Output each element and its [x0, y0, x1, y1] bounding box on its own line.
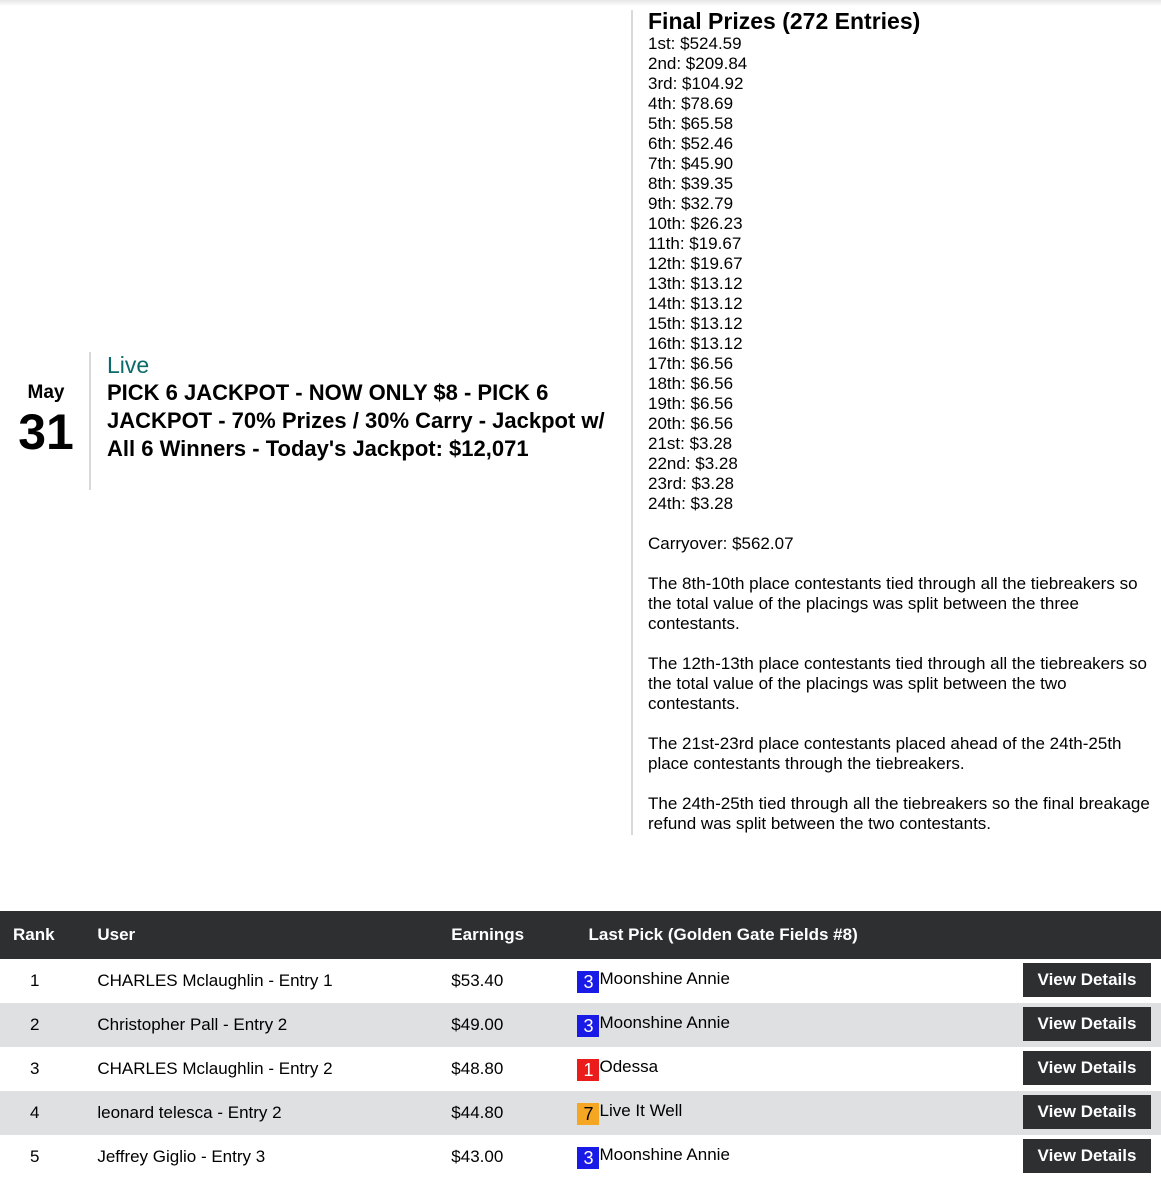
- prize-list: [648, 34, 1158, 514]
- horse-name: Moonshine Annie: [599, 969, 730, 988]
- post-position-badge: 7: [577, 1103, 599, 1125]
- horse-name: Moonshine Annie: [599, 1145, 730, 1164]
- prize-item: 21st: $3.28: [648, 434, 733, 453]
- post-position-badge: 1: [577, 1059, 599, 1081]
- view-details-button[interactable]: View Details: [1023, 963, 1151, 997]
- horse-name: Moonshine Annie: [599, 1013, 730, 1032]
- prize-item: 17th: $6.56: [648, 354, 734, 373]
- tie-note: The 8th-10th place contestants tied through all the tiebreakers so the total value of the placings was split between the three contestants.: [648, 574, 1138, 633]
- table-row: [0, 1047, 1161, 1091]
- actions-cell: [1023, 1091, 1161, 1135]
- rank-cell: 2: [0, 1003, 97, 1047]
- last-pick-cell: [576, 1047, 1023, 1091]
- final-prizes-panel: [648, 8, 1158, 834]
- view-details-button[interactable]: View Details: [1023, 1095, 1151, 1129]
- leaderboard-table: [0, 911, 1161, 1179]
- earnings-cell: $44.80: [451, 1091, 576, 1135]
- prize-item: 16th: $13.12: [648, 334, 743, 353]
- prize-item: 2nd: $209.84: [648, 54, 748, 73]
- leaderboard-body: [0, 959, 1161, 1179]
- prize-item: 14th: $13.12: [648, 294, 743, 313]
- last-pick-cell: [576, 1003, 1023, 1047]
- user-cell: leonard telesca - Entry 2: [97, 1091, 451, 1135]
- post-position-badge: 3: [577, 1147, 599, 1169]
- horse-name: Odessa: [599, 1057, 659, 1076]
- column-header-user[interactable]: User: [97, 911, 451, 959]
- table-row: [0, 1091, 1161, 1135]
- tie-note: The 12th-13th place contestants tied through all the tiebreakers so the total value of the placings was split between the two contestants.: [648, 654, 1147, 713]
- prize-item: 4th: $78.69: [648, 94, 734, 113]
- prize-item: 12th: $19.67: [648, 254, 743, 273]
- prize-item: 22nd: $3.28: [648, 454, 738, 473]
- actions-cell: [1023, 1135, 1161, 1179]
- user-cell: Jeffrey Giglio - Entry 3: [97, 1147, 266, 1166]
- horse-name: Live It Well: [599, 1101, 683, 1120]
- prize-item: 8th: $39.35: [648, 174, 734, 193]
- prize-item: 19th: $6.56: [648, 394, 734, 413]
- table-row: [0, 1135, 1161, 1179]
- last-pick-cell: [576, 959, 1023, 1003]
- user-cell: CHARLES Mclaughlin - Entry 1: [97, 971, 333, 990]
- rank-cell: 5: [29, 1147, 40, 1166]
- earnings-cell: $48.80: [451, 1059, 504, 1078]
- carryover-text: Carryover: $562.07: [648, 534, 794, 553]
- column-header-earnings[interactable]: Earnings: [451, 911, 576, 959]
- table-header-row: [0, 911, 1161, 959]
- divider: [89, 352, 91, 490]
- last-pick-cell: [576, 1091, 1023, 1135]
- event-month: May: [27, 382, 65, 403]
- prize-item: 13th: $13.12: [648, 274, 743, 293]
- earnings-cell: $49.00: [451, 1003, 576, 1047]
- prizes-heading: Final Prizes (272 Entries): [648, 8, 921, 34]
- prize-item: 18th: $6.56: [648, 374, 734, 393]
- last-pick-cell: [576, 1135, 1023, 1179]
- actions-cell: [1023, 959, 1161, 1003]
- tie-note: The 21st-23rd place contestants placed ahead of the 24th-25th place contestants through the tiebreakers.: [648, 734, 1122, 773]
- column-header-last-pick[interactable]: Last Pick (Golden Gate Fields #8): [576, 911, 1023, 959]
- prize-item: 23rd: $3.28: [648, 474, 735, 493]
- actions-cell: [1023, 1003, 1161, 1047]
- prize-item: 6th: $52.46: [648, 134, 734, 153]
- prize-item: 20th: $6.56: [648, 414, 734, 433]
- post-position-badge: 3: [577, 1015, 599, 1037]
- prize-item: 3rd: $104.92: [648, 74, 744, 93]
- contest-info: [107, 352, 617, 463]
- earnings-cell: $53.40: [451, 971, 504, 990]
- view-details-button[interactable]: View Details: [1023, 1051, 1151, 1085]
- user-cell: CHARLES Mclaughlin - Entry 2: [97, 1059, 333, 1078]
- contest-title: PICK 6 JACKPOT - NOW ONLY $8 - PICK 6 JACKPOT - 70% Prizes / 30% Carry - Jackpot w/ All 6 Winners - Today's Jackpot: $12,071: [107, 380, 605, 461]
- top-shadow: [0, 0, 1161, 6]
- table-row: [0, 1003, 1161, 1047]
- tie-note: The 24th-25th tied through all the tiebreakers so the final breakage refund was split between the two contestants.: [648, 794, 1150, 833]
- actions-cell: [1023, 1047, 1161, 1091]
- prize-item: 15th: $13.12: [648, 314, 743, 333]
- prize-item: 7th: $45.90: [648, 154, 734, 173]
- rank-cell: 3: [29, 1059, 40, 1078]
- prize-item: 1st: $524.59: [648, 34, 742, 53]
- event-date: [8, 382, 84, 458]
- rank-cell: 1: [29, 971, 40, 990]
- divider: [631, 10, 633, 835]
- contest-status: Live: [107, 352, 150, 378]
- user-cell: Christopher Pall - Entry 2: [97, 1003, 451, 1047]
- earnings-cell: $43.00: [451, 1147, 504, 1166]
- view-details-button[interactable]: View Details: [1023, 1139, 1151, 1173]
- column-header-actions: [1023, 911, 1161, 959]
- prize-item: 10th: $26.23: [648, 214, 743, 233]
- prize-item: 9th: $32.79: [648, 194, 734, 213]
- event-summary: [0, 352, 620, 492]
- view-details-button[interactable]: View Details: [1023, 1007, 1151, 1041]
- event-day: 31: [18, 404, 74, 460]
- table-row: [0, 959, 1161, 1003]
- rank-cell: 4: [0, 1091, 97, 1135]
- prize-item: 24th: $3.28: [648, 494, 734, 513]
- post-position-badge: 3: [577, 971, 599, 993]
- prize-item: 11th: $19.67: [648, 234, 742, 253]
- column-header-rank[interactable]: Rank: [0, 911, 97, 959]
- prize-item: 5th: $65.58: [648, 114, 734, 133]
